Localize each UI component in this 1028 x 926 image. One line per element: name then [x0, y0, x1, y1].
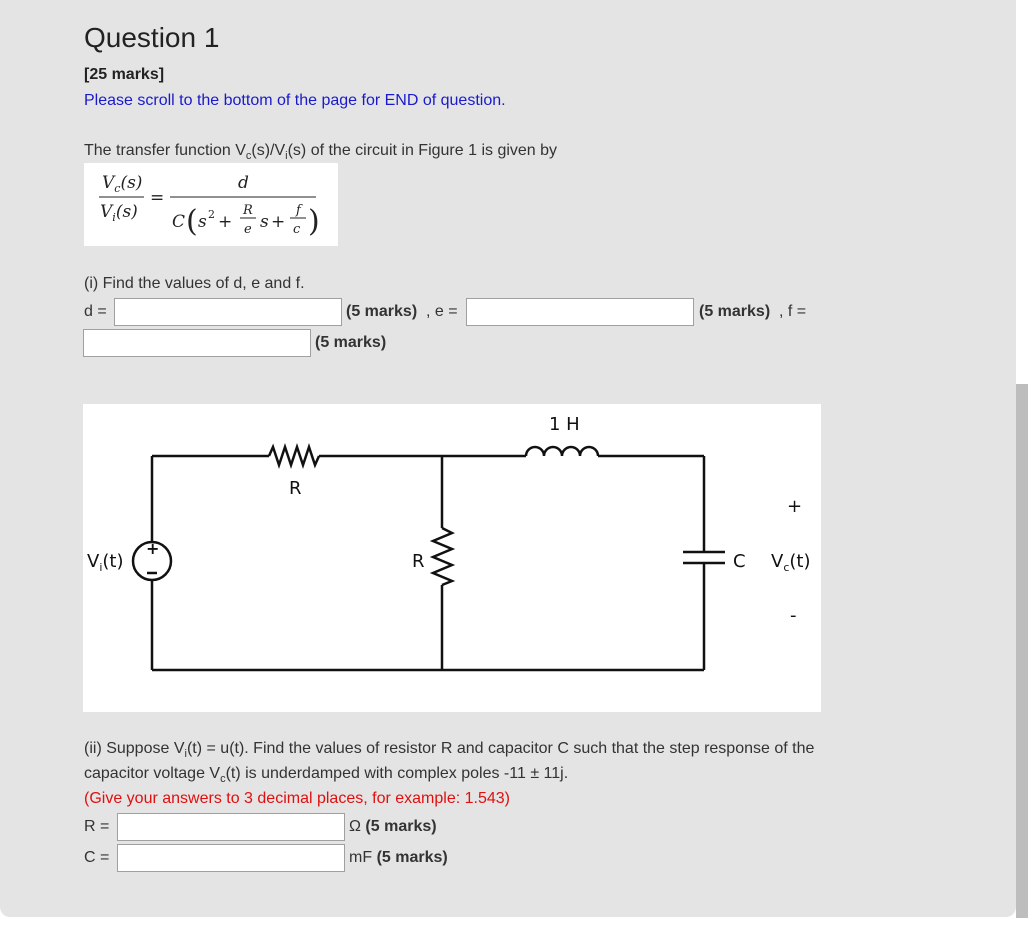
- series-resistor: [269, 447, 319, 465]
- c-label: C =: [84, 849, 110, 866]
- e-marks: (5 marks): [699, 303, 771, 320]
- capacitor-label: C: [733, 551, 746, 572]
- svg-text:Vc(s): $V_c(s)$: [102, 173, 143, 195]
- circuit-figure: [83, 404, 821, 712]
- part2-line2: capacitor voltage $V_c(t)$ is underdamped with complex poles -11 ± 11j.: [84, 765, 569, 786]
- e-label: , e =: [426, 303, 458, 320]
- svg-text:s: s: [260, 212, 269, 232]
- svg-text:e: e: [244, 222, 252, 237]
- inductor-label: 1 H: [549, 414, 580, 435]
- d-marks: (5 marks): [346, 303, 418, 320]
- part1-prompt: (i) Find the values of d, e and f.: [84, 275, 305, 292]
- transfer-function-formula: [84, 163, 338, 246]
- f-label: , f =: [779, 303, 807, 320]
- d-input[interactable]: [114, 298, 342, 326]
- shunt-resistor-label: R: [412, 551, 425, 572]
- svg-text:C: C: [172, 212, 186, 232]
- f-input[interactable]: [83, 329, 311, 357]
- d-label: d =: [84, 303, 107, 320]
- svg-text:): ): [308, 204, 320, 239]
- svg-text:c: c: [293, 222, 301, 237]
- decimal-instruction: (Give your answers to 3 decimal places, for example: 1.543): [84, 790, 510, 807]
- svg-text:f: f: [296, 203, 301, 218]
- series-resistor-label: R: [289, 478, 302, 499]
- svg-text:s: s: [198, 212, 207, 232]
- r-label: R =: [84, 818, 110, 835]
- svg-text:+: +: [271, 212, 286, 232]
- question-marks: [25 marks]: [84, 66, 165, 83]
- r-input[interactable]: [117, 813, 345, 841]
- output-label: $V_c(t)$: [771, 551, 811, 574]
- c-unit-marks: mF (5 marks): [349, 849, 448, 866]
- inductor: [526, 447, 598, 456]
- scroll-note: Please scroll to the bottom of the page for END of question.: [84, 92, 506, 109]
- c-input[interactable]: [117, 844, 345, 872]
- svg-text:(: (: [186, 204, 198, 239]
- svg-text:+: +: [218, 212, 233, 232]
- r-unit-marks: Ω (5 marks): [349, 818, 437, 835]
- svg-text:R: R: [243, 203, 253, 218]
- svg-text:Vi(s): $V_i(s)$: [100, 202, 138, 224]
- output-plus: +: [787, 496, 803, 517]
- part2-line1: (ii) Suppose $V_i(t) = u(t)$. Find the values of resistor R and capacitor C such that the step response of the: [84, 740, 815, 761]
- svg-text:2: 2: [208, 208, 215, 221]
- svg-text:=: =: [150, 188, 165, 208]
- svg-text:d: d: [238, 173, 249, 193]
- e-input[interactable]: [466, 298, 694, 326]
- intro-text: The transfer function $V_c(s)/V_i(s)$ of the circuit in Figure 1 is given by: [84, 142, 558, 163]
- question-title: Question 1: [84, 22, 220, 53]
- shunt-resistor: [433, 528, 452, 585]
- panel-shadow: [1016, 384, 1028, 918]
- f-marks: (5 marks): [315, 334, 387, 351]
- svg-text:+: +: [146, 539, 160, 558]
- output-minus: -: [790, 605, 797, 626]
- source-label: $V_i(t)$: [87, 551, 124, 574]
